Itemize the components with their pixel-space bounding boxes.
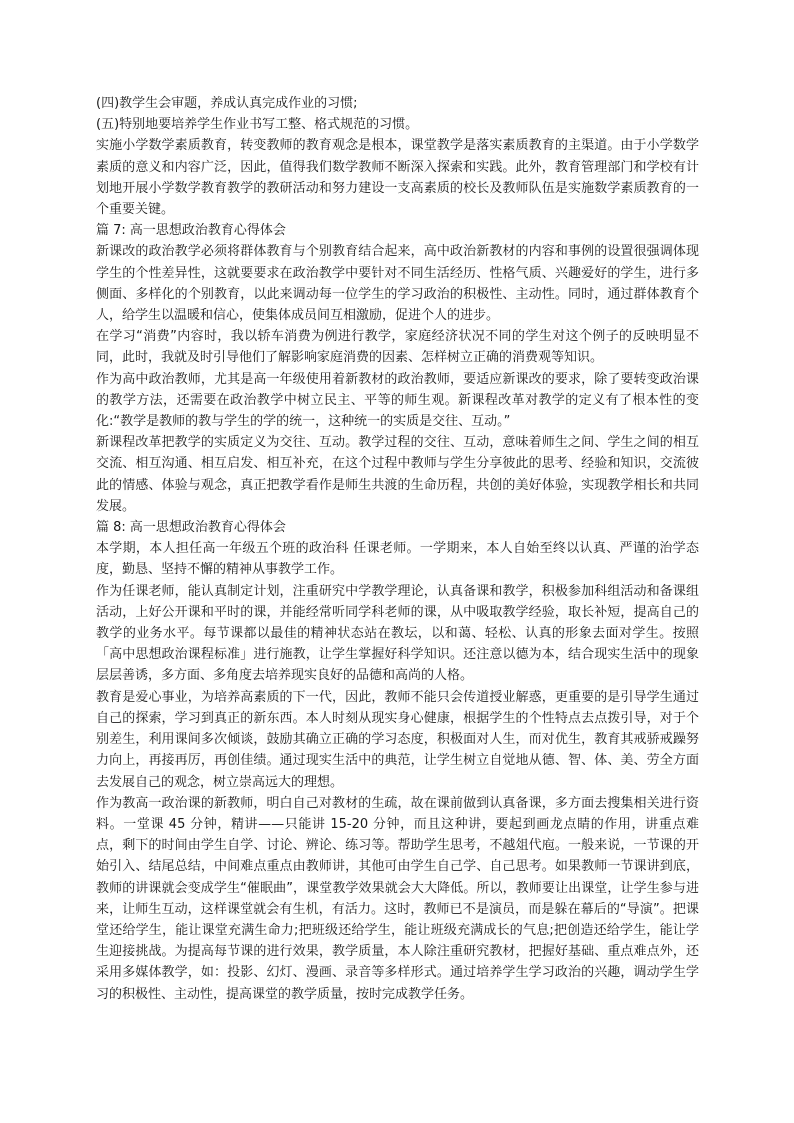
section-heading-8: 篇 8: 高一思想政治教育心得体会 xyxy=(96,520,286,536)
paragraph-summary: 实施小学数学素质教育，转变教师的教育观念是根本，课堂教学是落实素质教育的主渠道。由于小学数学素质的意义和内容广泛，因此，值得我们数学教师不断深入探索和实践。此外，教育管理部门和学校有计划地开展小学数学教育教学的教研活动和努力建设一支高素质的校长及教师队伍是实施数学素质教育的一个重要关键。 xyxy=(96,138,699,218)
paragraph: 新课程改革把教学的实质定义为交往、互动。教学过程的交往、互动，意味着师生之间、学生之间的相互交流、相互沟通、相互启发、相互补充，在这个过程中教师与学生分享彼此的思考、经验和知识，交流彼此的情感、体验与观念，真正把教学看作是师生共渡的生命历程，共创的美好体验，实现教学相长和共同发展。 xyxy=(96,435,699,514)
document-page xyxy=(96,93,699,1005)
list-line-5: (五)特别地要培养学生作业书写工整、格式规范的习惯。 xyxy=(96,117,419,133)
paragraph: 本学期，本人担任高一年级五个班的政治科 任课老师。一学期来，本人自始至终以认真、严谨的治学态度，勤恳、坚持不懈的精神从事教学工作。 xyxy=(96,541,699,578)
paragraph: 作为高中政治教师，尤其是高一年级使用着新教材的政治教师，要适应新课改的要求，除了要转变政治课的教学方法，还需要在政治教学中树立民主、平等的师生观。新课程改革对教学的定义有了根本性的变化:“教学是教师的教与学生的学的统一，这种统一的实质是交往、互动。” xyxy=(96,371,699,430)
list-line-4: (四)教学生会审题，养成认真完成作业的习惯; xyxy=(96,96,358,111)
paragraph: 新课改的政治教学必须将群体教育与个别教育结合起来，高中政治新教材的内容和事例的设置很强调体现学生的个性差异性，这就要要求在政治教学中要针对不同生活经历、性格气质、兴趣爱好的学生，进行多侧面、多样化的个别教育，以此来调动每一位学生的学习政治的积极性、主动性。同时，通过群体教育个人，给学生以温暖和信心，使集体成员间互相激励，促进个人的进步。 xyxy=(96,244,699,324)
section-heading-7: 篇 7: 高一思想政治教育心得体会 xyxy=(96,223,286,239)
paragraph: 在学习“消费”内容时，我以轿车消费为例进行教学，家庭经济状况不同的学生对这个例子的反映明显不同，此时，我就及时引导他们了解影响家庭消费的因素、怎样树立正确的消费观等知识。 xyxy=(96,329,699,366)
paragraph: 作为教高一政治课的新教师，明白自己对教材的生疏，故在课前做到认真备课，多方面去搜集相关进行资料。一堂课 45 分钟，精讲——只能讲 15-20 分钟，而且这种讲，要起到画龙点睛的作用，讲重点难点，剩下的时间由学生自学、讨论、辨论、练习等。帮助学生思考，不越俎代庖。一般来说，一节课的开始引入、结尾总结，中间难点重点由教师讲，其他可由学生自己学、自己思考。如果教师一节课讲到底，教师的讲课就会变成学生“催眠曲”，课堂教学效果就会大大降低。所以，教师要让出课堂，让学生参与进来，让师生互动，这样课堂就会有生机，有活力。这时，教师已不是演员，而是躲在幕后的“导演”。把课堂还给学生，能让课堂充满生命力;把班级还给学生，能让班级充满成长的气息;把创造还给学生，能让学生迎接挑战。为提高每节课的进行效果，教学质量，本人除注重研究教材，把握好基础、重点难点外，还采用多媒体教学，如：投影、幻灯、漫画、录音等多样形式。通过培养学生学习政治的兴趣，调动学生学习的积极性、主动性，提高课堂的教学质量，按时完成教学任务。 xyxy=(96,795,699,1002)
paragraph: 教育是爱心事业，为培养高素质的下一代，因此，教师不能只会传道授业解惑，更重要的是引导学生通过自己的探索，学习到真正的新东西。本人时刻从现实身心健康，根据学生的个性特点去点拨引导，对于个别差生，利用课间多次倾谈，鼓励其确立正确的学习态度，积极面对人生，而对优生，教育其戒骄戒躁努力向上，再接再厉，再创佳绩。通过现实生活中的典范，让学生树立自觉地从德、智、体、美、劳全方面去发展自己的观念，树立崇高远大的理想。 xyxy=(96,689,699,790)
paragraph: 作为任课老师，能认真制定计划，注重研究中学教学理论，认真备课和教学，积极参加科组活动和备课组活动，上好公开课和平时的课，并能经常听同学科老师的课，从中吸取教学经验，取长补短，提高自己的教学的业务水平。每节课都以最佳的精神状态站在教坛，以和蔼、轻松、认真的形象去面对学生。按照「高中思想政治课程标准」进行施教，让学生掌握好科学知识。还注意以德为本，结合现实生活中的现象层层善诱，多方面、多角度去培养现实良好的品德和高尚的人格。 xyxy=(96,583,699,684)
